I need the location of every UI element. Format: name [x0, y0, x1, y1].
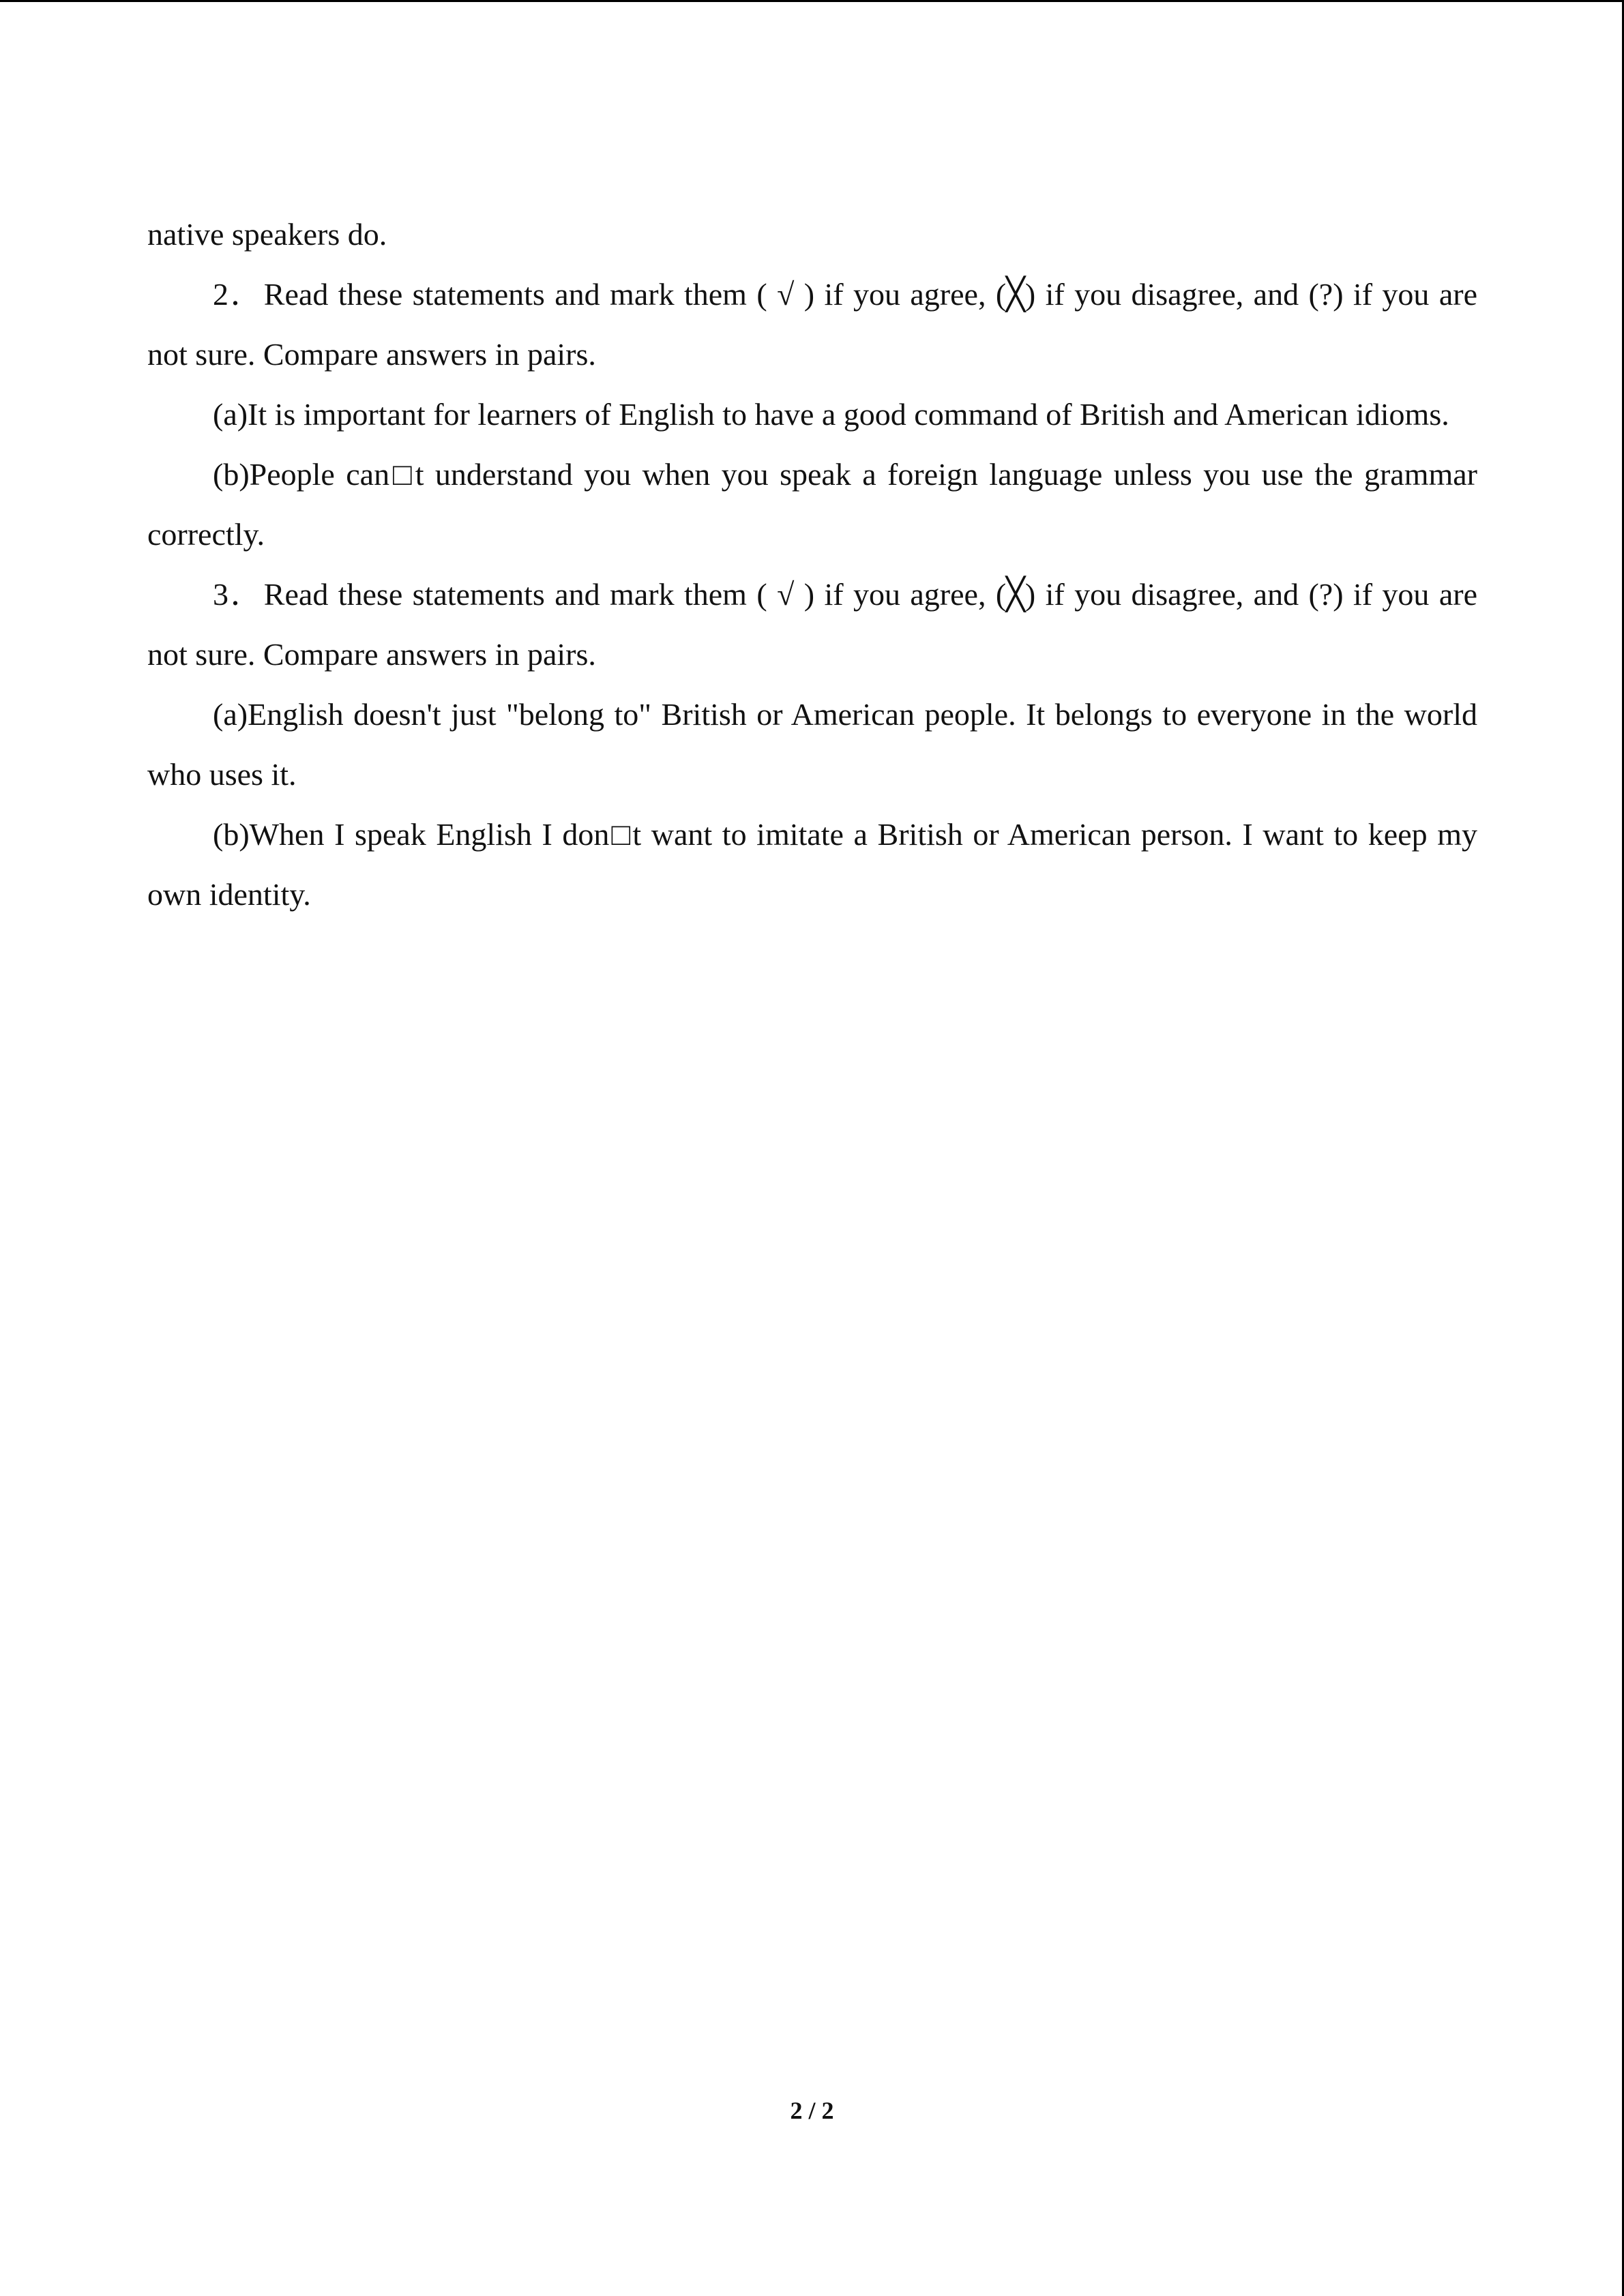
- question-2-statement-a: (a)It is important for learners of English to have a good command of British and American idioms.: [213, 397, 1449, 432]
- continuation-paragraph: native speakers do.: [147, 217, 387, 252]
- question-3-statement-a: (a)English doesn't just "belong to" British or American people. It belongs to everyone in the world who uses it.: [147, 697, 1477, 792]
- page-number: 2 / 2: [790, 2097, 834, 2124]
- page-top-border: [0, 0, 1624, 2]
- document-body: [147, 205, 1477, 925]
- question-3-statement-b: (b)When I speak English I don□t want to imitate a British or American person. I want to keep my own identity.: [147, 817, 1477, 912]
- question-3-instructions: 3．Read these statements and mark them ( √ ) if you agree, (╳) if you disagree, and (?) if you are not sure. Compare answers in pairs.: [147, 577, 1477, 672]
- question-2-instructions: 2．Read these statements and mark them ( √ ) if you agree, (╳) if you disagree, and (?) if you are not sure. Compare answers in pairs.: [147, 277, 1477, 372]
- question-2-statement-b: (b)People can□t understand you when you speak a foreign language unless you use the grammar correctly.: [147, 457, 1477, 552]
